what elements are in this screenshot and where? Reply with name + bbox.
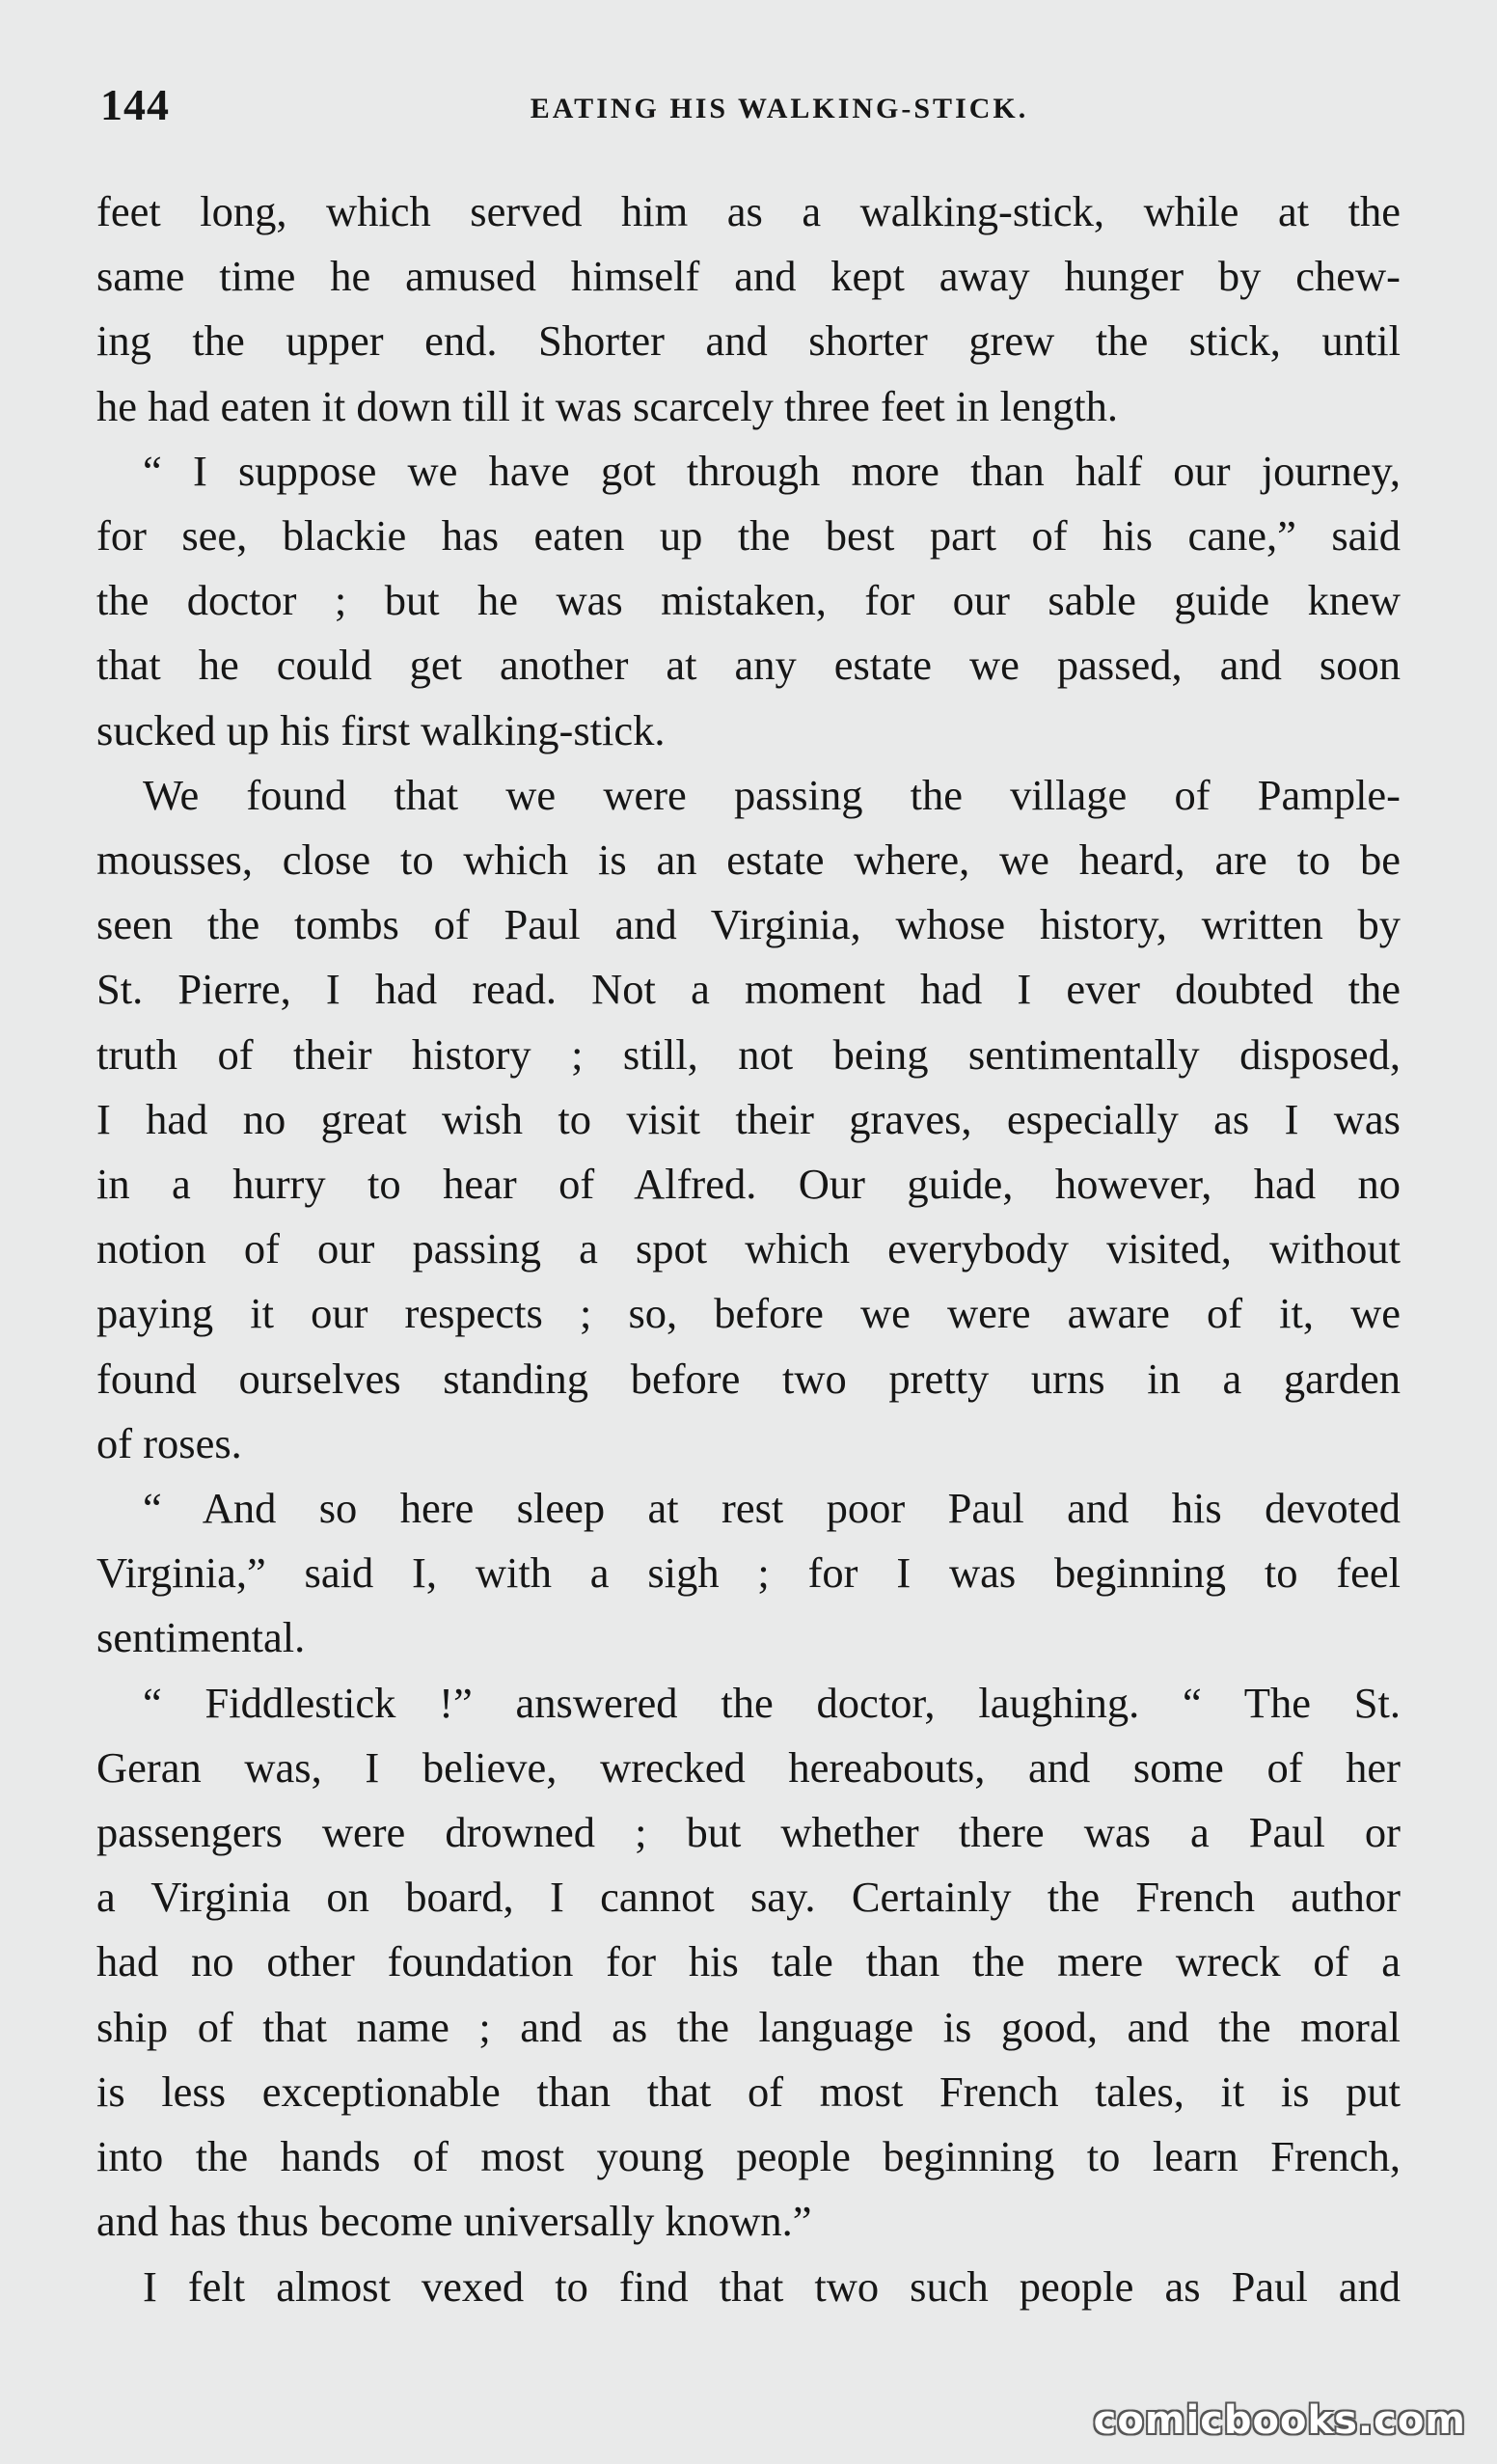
text-line: truth of their history ; still, not being sentimentally disposed, [96,1029,1401,1079]
text-line: We found that we were passing the village of Pample- [143,770,1401,819]
text-line: “ Fiddlestick !” answered the doctor, laughing. “ The St. [143,1678,1401,1727]
text-line: seen the tombs of Paul and Virginia, whose history, written by [96,900,1401,949]
running-head: EATING HIS WALKING-STICK. [530,93,1029,124]
text-line: the doctor ; but he was mistaken, for our sable guide knew [96,576,1401,625]
body-text [96,179,1401,2319]
text-line: same time he amused himself and kept away hunger by chew- [96,252,1401,301]
text-line: I had no great wish to visit their graves, especially as I was [96,1094,1401,1143]
text-line: St. Pierre, I had read. Not a moment had I ever doubted the [96,965,1401,1014]
text-line: sucked up his first walking-stick. [96,705,666,754]
text-line: into the hands of most young people beginning to learn French, [96,2132,1401,2181]
text-line: and has thus become universally known.” [96,2197,812,2246]
text-line: mousses, close to which is an estate where, we heard, are to be [96,835,1401,885]
text-line: he had eaten it down till it was scarcely three feet in length. [96,381,1118,430]
text-line: “ And so here sleep at rest poor Paul and his devoted [143,1484,1401,1533]
text-line: I felt almost vexed to find that two such people as Paul and [143,2261,1401,2311]
text-line: in a hurry to hear of Alfred. Our guide, however, had no [96,1160,1401,1209]
text-line: a Virginia on board, I cannot say. Certainly the French author [96,1873,1401,1922]
text-line: passengers were drowned ; but whether there was a Paul or [96,1808,1401,1857]
text-line: that he could get another at any estate we passed, and soon [96,641,1401,690]
text-line: for see, blackie has eaten up the best part of his cane,” said [96,511,1401,561]
text-line: sentimental. [96,1613,306,1662]
text-line: Geran was, I believe, wrecked hereabouts, and some of her [96,1742,1401,1792]
text-line: “ I suppose we have got through more than half our journey, [143,446,1401,495]
page-number: 144 [100,80,170,129]
text-line: found ourselves standing before two pretty urns in a garden [96,1354,1401,1403]
text-line: paying it our respects ; so, before we were aware of it, we [96,1289,1401,1338]
text-line: is less exceptionable than that of most French tales, it is put [96,2067,1401,2116]
page-header [100,79,1401,137]
text-line: of roses. [96,1418,242,1467]
text-line: feet long, which served him as a walking-stick, while at the [96,187,1401,235]
text-line: notion of our passing a spot which everybody visited, without [96,1224,1401,1273]
watermark: comicbooks.com [1093,2398,1466,2443]
text-line: had no other foundation for his tale than the mere wreck of a [96,1937,1401,1986]
text-line: ing the upper end. Shorter and shorter grew the stick, until [96,316,1401,366]
text-line: ship of that name ; and as the language is good, and the moral [96,2002,1401,2051]
text-line: Virginia,” said I, with a sigh ; for I was beginning to feel [96,1548,1401,1598]
